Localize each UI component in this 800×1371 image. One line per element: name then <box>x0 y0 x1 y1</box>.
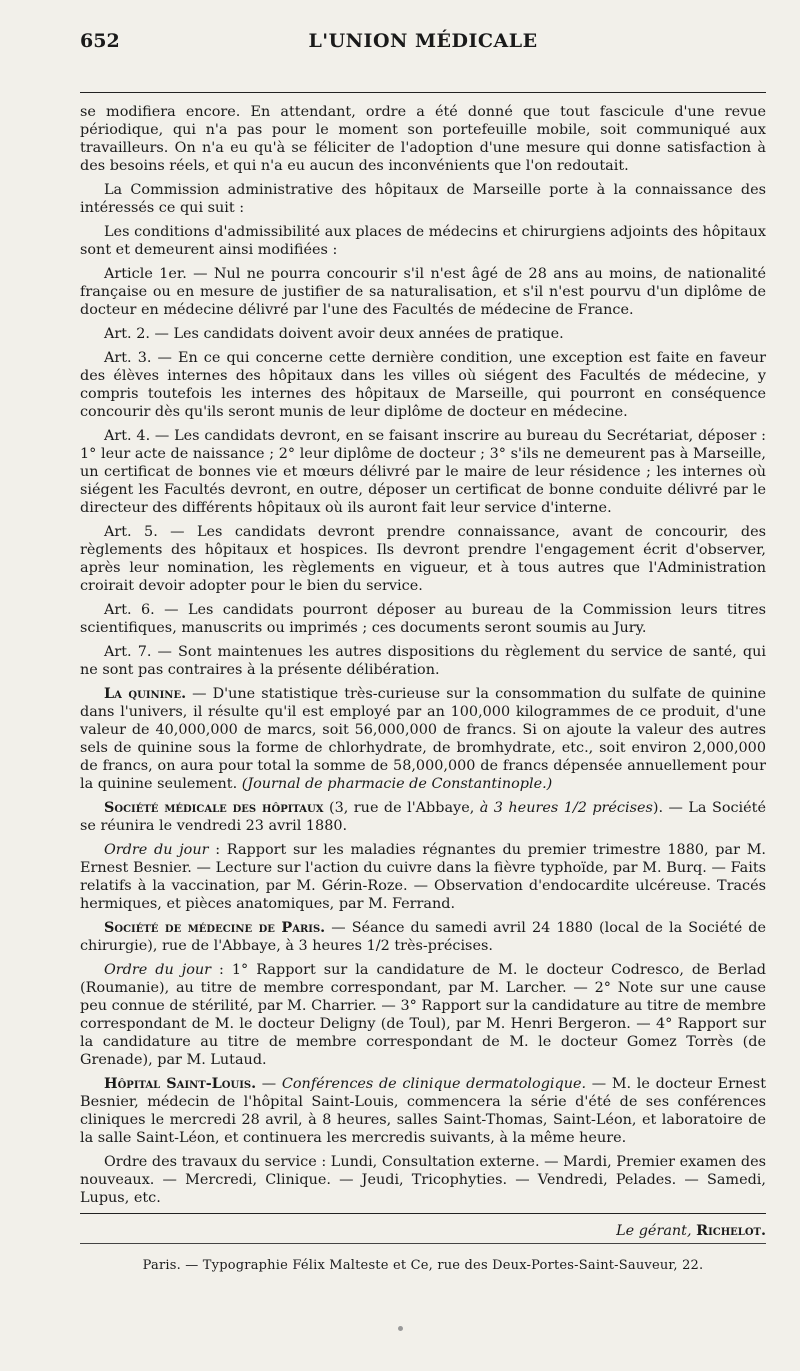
article-5: Art. 5. — Les candidats devront prendre connaissance, avant de concourir, des règlements des hôpitaux et hospices. Ils devront prendre l'engagement écrit d'observer, après leur nomination, les règlements en vigueur, et à tous autres que l'Administration croirait devoir adopter pour le bien du service. <box>80 524 766 594</box>
article-6: Art. 6. — Les candidats pourront déposer au bureau de la Commission leurs titres scientifiques, manuscrits ou imprimés ; ces documents seront soumis au Jury. <box>80 602 766 636</box>
section-societe-hopitaux <box>80 799 766 835</box>
imprint-line: Paris. — Typographie Félix Malteste et Ce, rue des Deux-Portes-Saint-Sauveur, 22. <box>142 1258 704 1273</box>
quinine-text: — D'une statistique très-curieuse sur la consommation du sulfate de quinine dans l'univers, il résulte qu'il est employé par an 100,000 kilogrammes de ce produit, d'une valeur de 40,000,000 de marcs, soit 56,000,000 de francs. Si on ajoute la valeur des autres sels de quinine sous la forme de chlorhydrate, de bromhydrate, etc., soit environ 2,000,000 de francs, on aura pour total la somme de 58,000,000 de francs dépensée annuellement pour la quinine seulement. <box>80 686 766 792</box>
paragraph-marseille: La Commission administrative des hôpitaux de Marseille porte à la connaissance des intéressés ce qui suit : <box>80 182 766 216</box>
soc-hop-ordre-text: : Rapport sur les maladies régnantes du premier trimestre 1880, par M. Ernest Besnier. — Lecture sur l'action du cuivre dans la fièvre typhoïde, par M. Burq. — Faits relatifs à la vaccination, par M. Gérin-Roze. — Observation d'endocardite ulcéreuse. Tracés hermiques, et pièces anatomiques, par M. Ferrand. <box>80 842 767 912</box>
footer-rule-2 <box>80 1243 766 1244</box>
soc-med-text: — Séance du samedi avril 24 1880 (local de la Société de chirurgie), rue de l'Abbaye, à 3 heures 1/2 très-précises. <box>80 920 766 954</box>
article-1: Article 1er. — Nul ne pourra concourir s'il n'est âgé de 28 ans au moins, de nationalité française ou en mesure de justifier de sa naturalisation, et s'il n'est pourvu d'un diplôme de docteur en médecine délivré par l'une des Facultés de médecine de France. <box>80 266 766 318</box>
soc-hop-time: à 3 heures 1/2 précises <box>479 800 653 816</box>
page-number: 652 <box>80 30 120 52</box>
soc-hop-heading: Société médicale des hôpitaux <box>104 799 324 816</box>
soc-med-ordre-text: : 1° Rapport sur la candidature de M. le docteur Codresco, de Berlad (Roumanie), au titre de membre correspondant, par M. Larcher. — 2° Note sur une cause peu connue de stérilité, par M. Charrier. — 3° Rapport sur la candidature au titre de membre correspondant de M. le docteur Deligny (de Toul), par M. Henri Bergeron. — 4° Rapport sur la candidature au titre de membre correspondant de M. le docteur Gomez Torrès (de Grenade), par M. Lutaud. <box>80 962 767 1068</box>
article-7: Art. 7. — Sont maintenues les autres dispositions du règlement du service de santé, qui ne sont pas contraires à la présente délibération. <box>80 644 766 678</box>
st-louis-dash: — <box>256 1076 282 1092</box>
section-saint-louis <box>80 1075 766 1147</box>
st-louis-travaux: Ordre des travaux du service : Lundi, Consultation externe. — Mardi, Premier examen des nouveaux. — Mercredi, Clinique. — Jeudi, Tricophyties. — Vendredi, Pelades. — Samedi, Lupus, etc. <box>80 1154 766 1206</box>
footer-rule <box>80 1213 766 1214</box>
soc-hop-address: (3, rue de l'Abbaye, <box>323 800 480 816</box>
section-societe-medecine <box>80 919 766 955</box>
soc-med-heading: Société de médecine de Paris. <box>104 919 326 936</box>
st-louis-heading: Hôpital Saint-Louis. <box>104 1075 257 1092</box>
article-3: Art. 3. — En ce qui concerne cette dernière condition, une exception est faite en faveur des élèves internes des hôpitaux dans les villes où siégent des Facultés de médecine, y compris toutefois les internes des hôpitaux de Marseille, qui pourront en conséquence concourir dès qu'ils seront munis de leur diplôme de docteur en médecine. <box>80 350 766 420</box>
signature-label: Le gérant, <box>616 1223 692 1239</box>
signature <box>80 1222 766 1239</box>
st-louis-title: Conférences de clinique dermatologique. <box>281 1076 587 1092</box>
article-body <box>80 103 766 1207</box>
paragraph-intro: se modifiera encore. En attendant, ordre a été donné que tout fascicule d'une revue périodique, qui n'a pas pour le moment son portefeuille mobile, soit communiqué aux travailleurs. On n'a eu qu'à se féliciter de l'adoption d'une mesure qui donne satisfaction à des besoins réels, et qui n'a eu aucun des inconvénients que l'on redoutait. <box>80 104 766 174</box>
soc-hop-ordre <box>80 841 766 913</box>
page-mark <box>398 1326 403 1331</box>
soc-med-ordre-label: Ordre du jour <box>104 962 212 978</box>
soc-med-ordre <box>80 961 766 1069</box>
running-title: L'UNION MÉDICALE <box>308 30 538 52</box>
article-2: Art. 2. — Les candidats doivent avoir deux années de pratique. <box>104 326 564 342</box>
st-louis-text: — M. le docteur Ernest Besnier, médecin de l'hôpital Saint-Louis, commencera la série d'été de ses conférences cliniques le mercredi 28 avril, à 8 heures, salles Saint-Thomas, Saint-Léon, et laboratoire de la salle Saint-Léon, et continuera les mercredis suivants, à la même heure. <box>80 1076 766 1146</box>
article-4: Art. 4. — Les candidats devront, en se faisant inscrire au bureau du Secrétariat, déposer : 1° leur acte de naissance ; 2° leur diplôme de docteur ; 3° s'ils ne demeurent pas à Marseille, un certificat de bonnes vie et mœurs délivré par le maire de leur résidence ; les internes où siégent les Facultés devront, en outre, déposer un certificat de bonne conduite délivré par le directeur des différents hôpitaux où ils auront fait leur service d'interne. <box>80 428 766 516</box>
quinine-source: (Journal de pharmacie de Constantinople.) <box>241 776 553 792</box>
header-rule <box>80 92 766 93</box>
soc-hop-text: ). — La Société se réunira le vendredi 23 avril 1880. <box>80 800 766 834</box>
section-quinine <box>80 685 766 793</box>
page-header <box>80 30 766 64</box>
signature-name: Richelot. <box>696 1222 766 1239</box>
soc-hop-ordre-label: Ordre du jour <box>104 842 209 858</box>
paragraph-conditions: Les conditions d'admissibilité aux places de médecins et chirurgiens adjoints des hôpitaux sont et demeurent ainsi modifiées : <box>80 224 766 258</box>
quinine-heading: La quinine. <box>104 685 187 702</box>
